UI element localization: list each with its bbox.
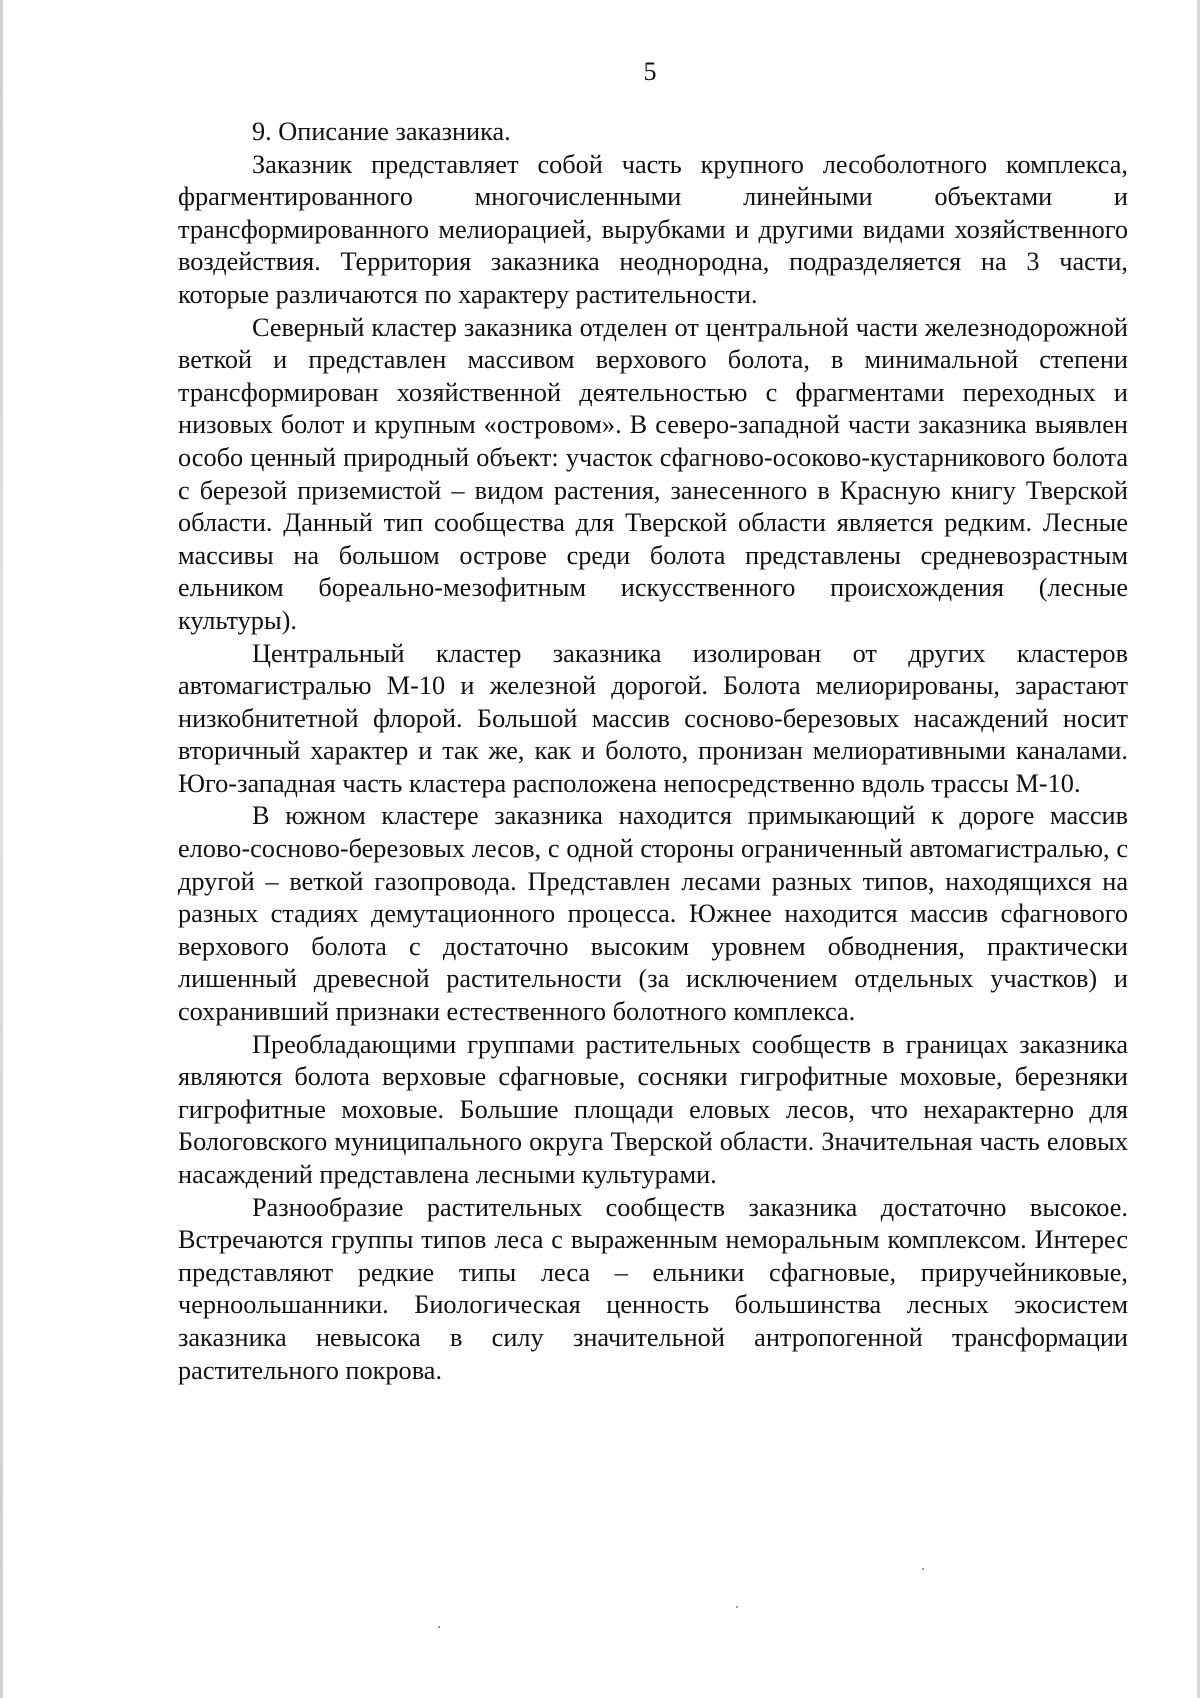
paragraph-central-cluster: Центральный кластер заказника изолирован от других кластеров автомагистралью М-10 и железной дорогой. Болота мелиорированы, зарастают низкобнитетной флорой. Большой массив сосново-березовых насаждений носит вторичный характер и так же, как и болото, пронизан мелиоративными каналами. Юго-западная часть кластера расположена непосредственно вдоль трассы М-10.	[178, 638, 1128, 798]
paragraph-dominant-communities: Преобладающими группами растительных сообществ в границах заказника являются болота верховые сфагновые, сосняки гигрофитные моховые, березняки гигрофитные моховые. Большие площади еловых лесов, что нехарактерно для Бологовского муниципального округа Тверской области. Значительная часть еловых насаждений представлена лесными культурами.	[178, 1029, 1128, 1189]
scan-speck	[922, 1568, 924, 1570]
paragraph-northern-cluster: Северный кластер заказника отделен от центральной части железнодорожной веткой и представлен массивом верхового болота, в минимальной степени трансформирован хозяйственной деятельностью с фрагментами переходных и низовых болот и крупным «островом». В северо-западной части заказника выявлен особо ценный природный объект: участок сфагново-осоково-кустарникового болота с березой приземистой – видом растения, занесенного в Красную книгу Тверской области. Данный тип сообщества для Тверской области является редким. Лесные массивы на большом острове среди болота представлены средневозрастным ельником бореально-мезофитным искусственного происхождения (лесные культуры).	[178, 312, 1128, 635]
page-number: 5	[643, 57, 657, 86]
section-heading: 9. Описание заказника.	[252, 117, 511, 146]
paragraph-diversity: Разнообразие растительных сообществ заказника достаточно высокое. Встречаются группы типов леса с выраженным неморальным комплексом. Интерес представляют редкие типы леса – ельники сфагновые, приручейниковые, черноольшанники. Биологическая ценность большинства лесных экосистем заказника невысока в силу значительной антропогенной трансформации растительного покрова.	[178, 1192, 1128, 1385]
scan-speck	[736, 1606, 738, 1608]
scan-speck	[438, 1626, 440, 1628]
scan-edge-left	[0, 0, 3, 1698]
paragraph-overview: Заказник представляет собой часть крупного лесоболотного комплекса, фрагментированного многочисленными линейными объектами и трансформированного мелиорацией, вырубками и другими видами хозяйственного воздействия. Территория заказника неоднородна, подразделяется на 3 части, которые различаются по характеру растительности.	[178, 149, 1128, 309]
paragraph-southern-cluster: В южном кластере заказника находится примыкающий к дороге массив елово-сосново-березовых лесов, с одной стороны ограниченный автомагистралью, с другой – веткой газопровода. Представлен лесами разных типов, находящихся на разных стадиях демутационного процесса. Южнее находится массив сфагнового верхового болота с достаточно высоким уровнем обводнения, практически лишенный древесной растительности (за исключением отдельных участков) и сохранивший признаки естественного болотного комплекса.	[178, 801, 1128, 1027]
document-body	[178, 116, 1128, 1387]
